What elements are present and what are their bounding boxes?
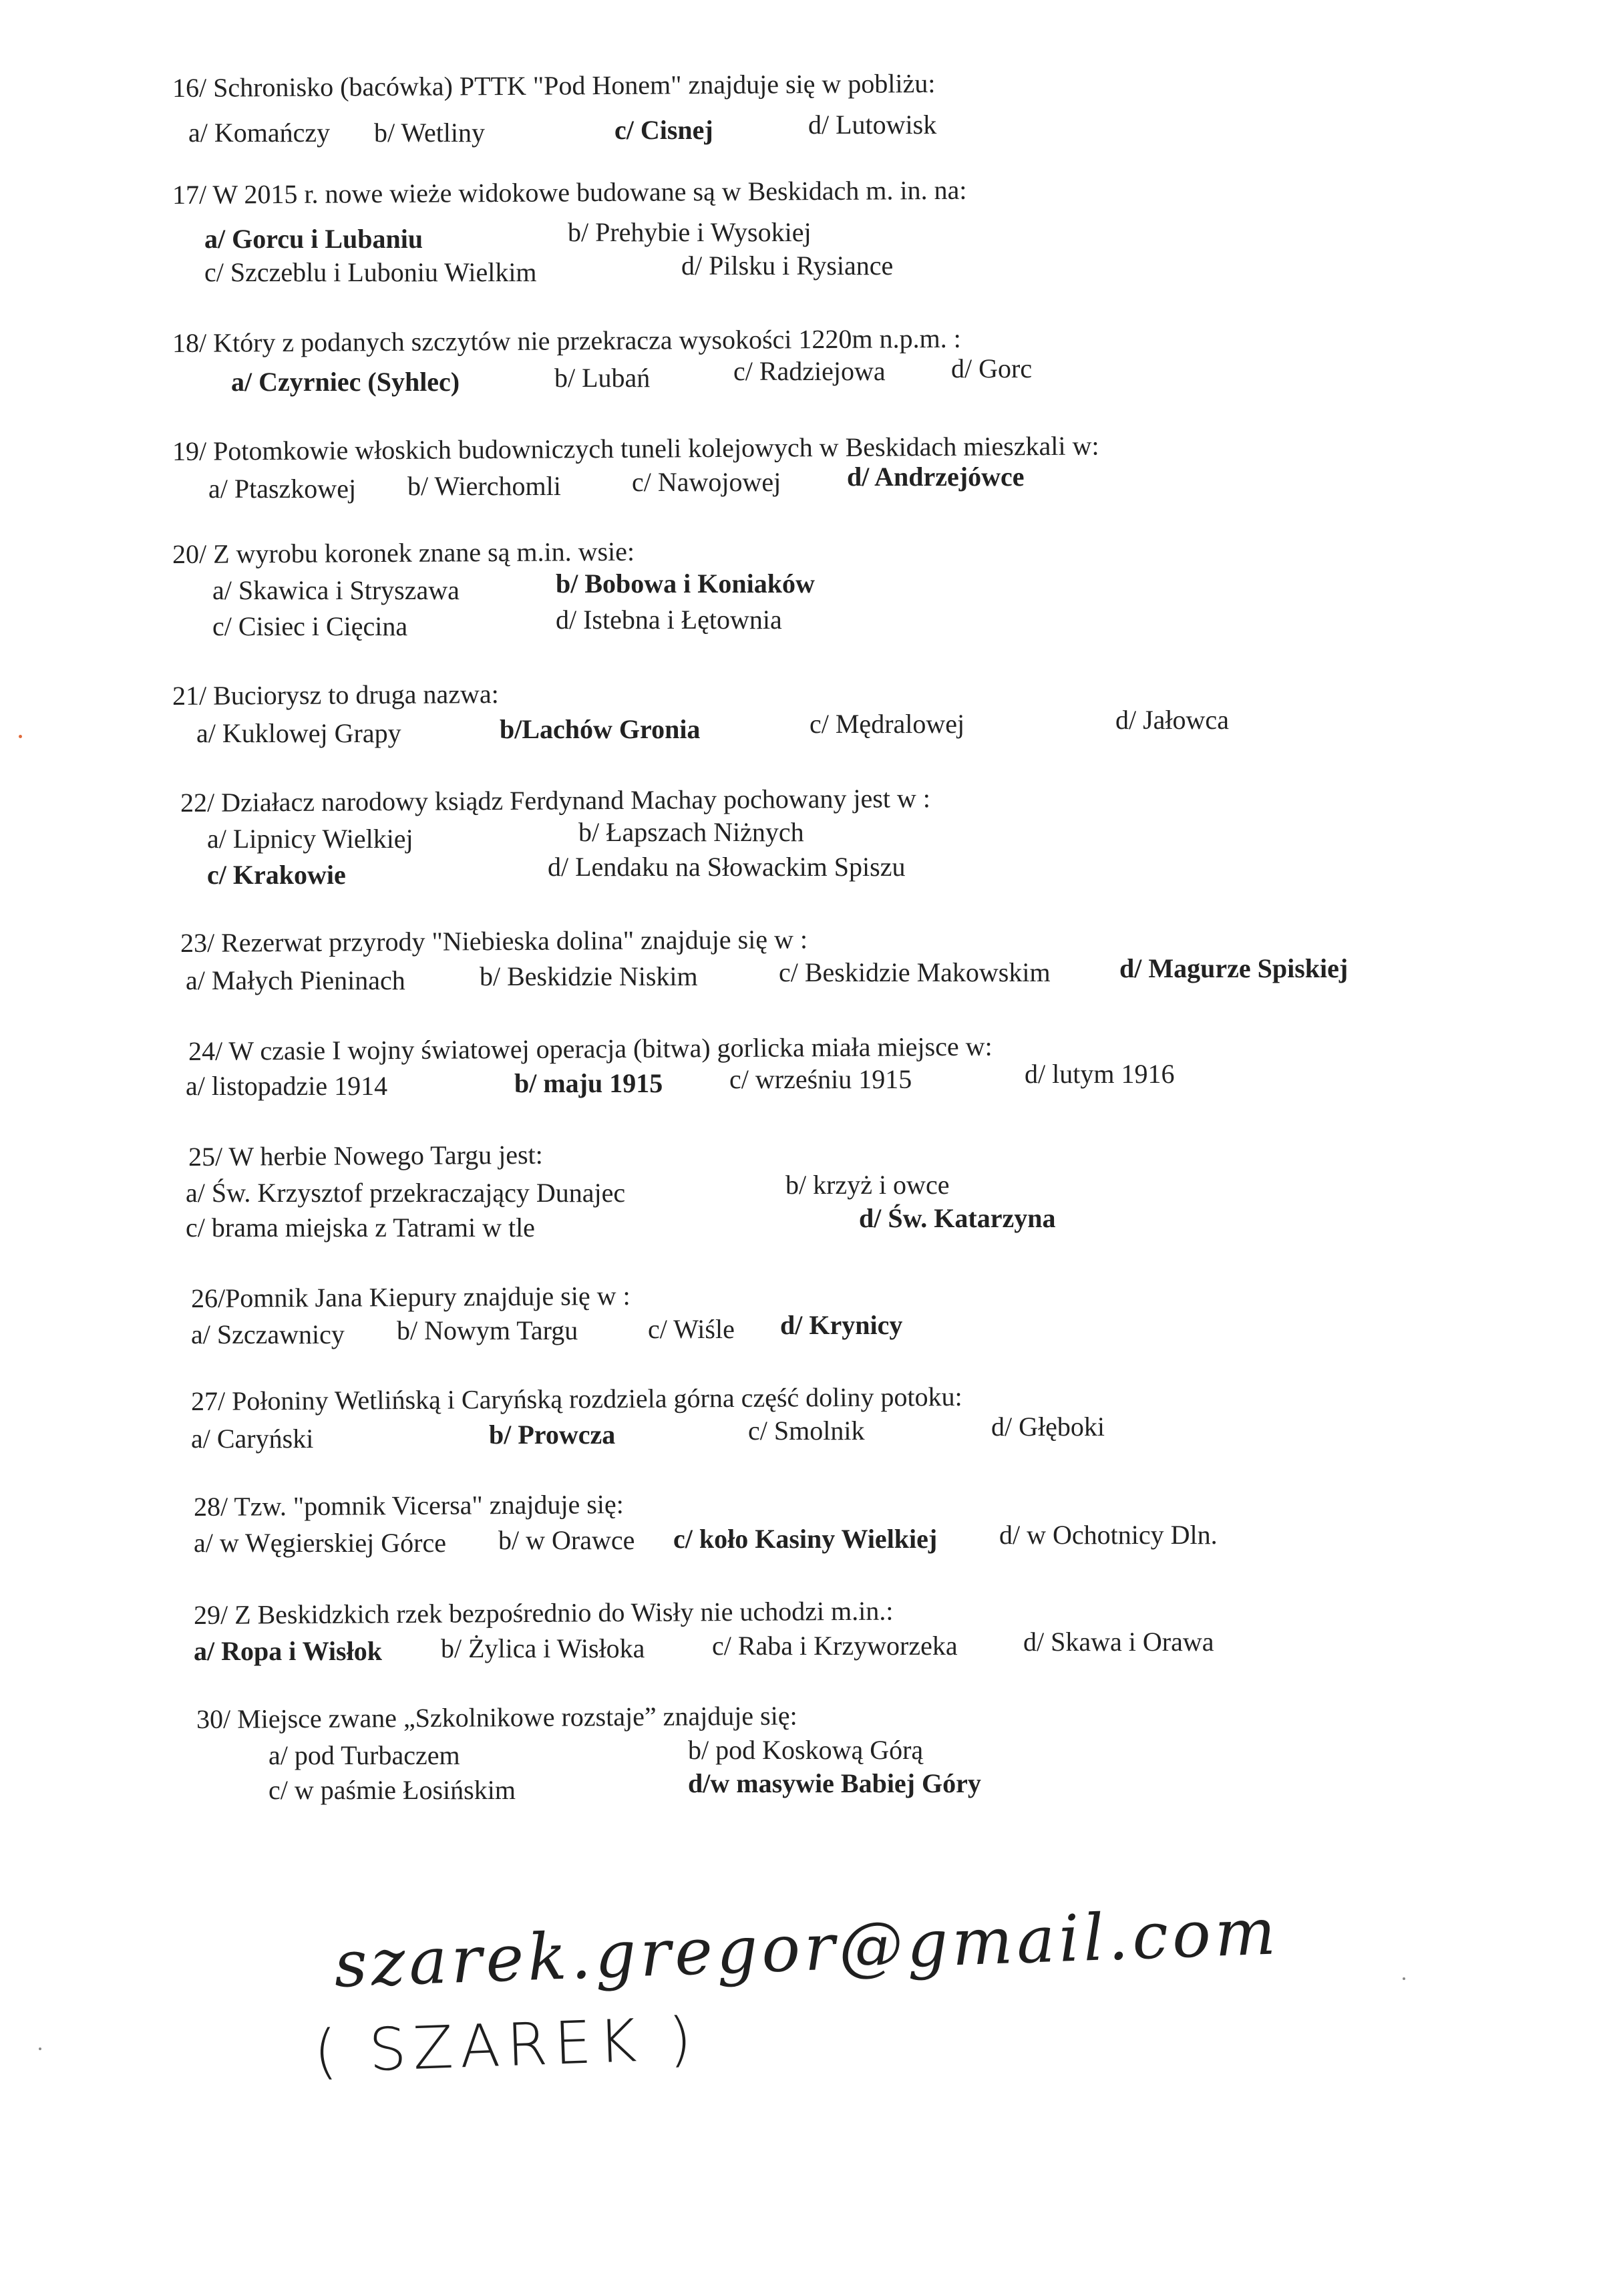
question-stem: 24/ W czasie I wojny światowej operacja (bitwa) gorlicka miała miejsce w:	[188, 1031, 993, 1066]
question-stem: 20/ Z wyrobu koronek znane są m.in. wsie:	[172, 536, 635, 569]
option-a-correct: a/ Gorcu i Lubaniu	[204, 224, 423, 254]
question-stem: 26/Pomnik Jana Kiepury znajduje się w :	[190, 1280, 631, 1313]
option-c: c/ wrześniu 1915	[729, 1064, 912, 1094]
question-stem: 17/ W 2015 r. nowe wieże widokowe budowane są w Beskidach m. in. na:	[172, 174, 967, 210]
option-c: c/ Beskidzie Makowskim	[779, 957, 1051, 987]
option-b: b/ Lubań	[554, 363, 651, 393]
option-b: b/ pod Koskową Górą	[688, 1735, 924, 1765]
option-b: b/ w Orawce	[498, 1525, 635, 1555]
option-a: a/ Komańczy	[188, 118, 331, 148]
question-stem: 21/ Buciorysz to druga nazwa:	[172, 679, 499, 711]
question-stem: 25/ W herbie Nowego Targu jest:	[188, 1139, 543, 1172]
question-stem: 30/ Miejsce zwane „Szkolnikowe rozstaje” znajduje się:	[196, 1700, 797, 1734]
option-d-correct: d/w masywie Babiej Góry	[688, 1768, 981, 1798]
option-a: a/ Szczawnicy	[191, 1319, 345, 1349]
option-c: c/ Smolnik	[748, 1416, 865, 1446]
option-b: b/ Beskidzie Niskim	[480, 961, 698, 991]
question-stem: 19/ Potomkowie włoskich budowniczych tuneli kolejowych w Beskidach mieszkali w:	[172, 430, 1099, 466]
question-stem: 18/ Który z podanych szczytów nie przekracza wysokości 1220m n.p.m. :	[172, 323, 961, 358]
scan-speck	[1403, 1977, 1405, 1980]
option-d-correct: d/ Magurze Spiskiej	[1119, 953, 1349, 983]
option-c: c/ Raba i Krzyworzeka	[712, 1631, 958, 1661]
option-d: d/ Jałowca	[1115, 705, 1229, 735]
question-stem: 23/ Rezerwat przyrody "Niebieska dolina" znajduje się w :	[180, 924, 808, 958]
option-b: b/ Łapszach Niżnych	[578, 817, 804, 847]
question-stem: 22/ Działacz narodowy ksiądz Ferdynand Machay pochowany jest w :	[180, 783, 931, 818]
option-b: b/ Wetliny	[374, 118, 486, 148]
option-c: c/ Mędralowej	[810, 709, 965, 739]
option-d: d/ Lutowisk	[808, 110, 937, 140]
question-stem: 27/ Połoniny Wetlińską i Caryńską rozdziela górna część doliny potoku:	[190, 1381, 962, 1416]
option-c: c/ Szczeblu i Luboniu Wielkim	[204, 257, 537, 287]
scan-speck	[19, 735, 22, 738]
option-a: a/ Skawica i Stryszawa	[212, 575, 460, 605]
option-c-correct: c/ Cisnej	[614, 115, 713, 145]
option-d: d/ Gorc	[951, 353, 1033, 383]
option-c: c/ w paśmie Łosińskim	[269, 1775, 516, 1805]
question-stem: 29/ Z Beskidzkich rzek bezpośrednio do Wisły nie uchodzi m.in.:	[193, 1595, 894, 1630]
option-c: c/ Wiśle	[648, 1314, 735, 1344]
option-a: a/ Lipnicy Wielkiej	[207, 824, 413, 854]
option-c-correct: c/ koło Kasiny Wielkiej	[673, 1524, 938, 1554]
option-b: b/ Wierchomli	[407, 471, 561, 501]
option-b-correct: b/Lachów Gronia	[500, 714, 701, 744]
option-a: a/ Ptaszkowej	[208, 474, 357, 504]
option-a: a/ Św. Krzysztof przekraczający Dunajec	[186, 1178, 626, 1208]
option-b-correct: b/ maju 1915	[514, 1068, 663, 1098]
option-d: d/ w Ochotnicy Dln.	[999, 1520, 1218, 1550]
option-d: d/ Głęboki	[991, 1412, 1105, 1442]
option-d: d/ Skawa i Orawa	[1023, 1627, 1214, 1657]
option-d-correct: d/ Krynicy	[780, 1310, 903, 1340]
option-b: b/ Prehybie i Wysokiej	[568, 217, 812, 247]
option-a: a/ Caryński	[191, 1424, 314, 1454]
option-c: c/ Radziejowa	[733, 356, 886, 386]
option-b-correct: b/ Bobowa i Koniaków	[556, 568, 815, 599]
option-d-correct: d/ Andrzejówce	[847, 462, 1025, 492]
option-a: a/ Kuklowej Grapy	[196, 718, 401, 748]
option-a: a/ listopadzie 1914	[186, 1071, 388, 1101]
option-b-correct: b/ Prowcza	[489, 1420, 616, 1450]
option-c: c/ brama miejska z Tatrami w tle	[186, 1212, 535, 1243]
option-d: d/ Pilsku i Rysiance	[681, 251, 894, 281]
handwritten-name: ( SZAREK )	[313, 2003, 700, 2087]
option-c: c/ Nawojowej	[632, 467, 781, 497]
option-b: b/ krzyż i owce	[785, 1170, 950, 1200]
option-a-correct: a/ Ropa i Wisłok	[194, 1636, 382, 1666]
option-b: b/ Żylica i Wisłoka	[441, 1633, 645, 1663]
question-stem: 16/ Schronisko (bacówka) PTTK "Pod Honem" znajduje się w pobliżu:	[172, 68, 936, 103]
option-a: a/ pod Turbaczem	[269, 1740, 460, 1770]
scan-speck	[39, 2047, 41, 2050]
question-stem: 28/ Tzw. "pomnik Vicersa" znajduje się:	[193, 1489, 624, 1522]
option-b: b/ Nowym Targu	[397, 1315, 578, 1345]
option-c: c/ Cisiec i Cięcina	[212, 611, 408, 641]
option-d: d/ lutym 1916	[1025, 1059, 1175, 1089]
option-d-correct: d/ Św. Katarzyna	[859, 1203, 1056, 1233]
handwritten-email: szarek.gregor@gmail.com	[333, 1894, 1281, 2002]
option-a: a/ Małych Pieninach	[186, 965, 405, 995]
option-a: a/ w Węgierskiej Górce	[194, 1528, 446, 1558]
option-d: d/ Istebna i Łętownia	[556, 605, 782, 635]
option-a-correct: a/ Czyrniec (Syhlec)	[231, 367, 460, 397]
option-d: d/ Lendaku na Słowackim Spiszu	[548, 852, 906, 882]
option-c-correct: c/ Krakowie	[207, 860, 346, 890]
